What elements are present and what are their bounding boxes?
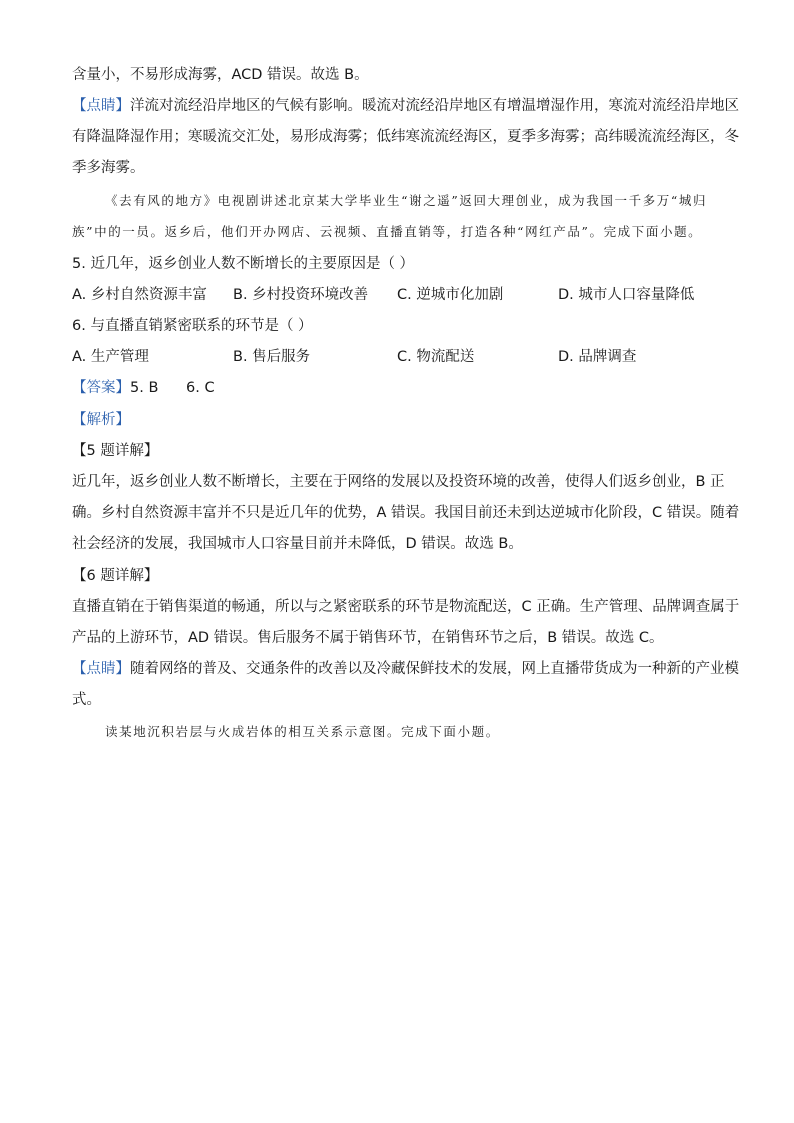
tip1-line-3: 季多海雾。 [72,160,145,176]
question-5-stem: 5. 近几年，返乡创业人数不断增长的主要原因是（ ） [72,256,415,272]
tip2-line-1 [72,659,739,679]
question-6-option-a: A. 生产管理 [72,349,149,365]
question-6-option-b: B. 售后服务 [233,349,311,365]
question-5-option-a: A. 乡村自然资源丰富 [72,287,207,303]
tip1-tag: 【点睛】 [72,98,130,114]
tip1-line-2: 有降温降湿作用；寒暖流交汇处，易形成海雾；低纬寒流流经海区，夏季多海雾；高纬暖流流经海区，冬 [72,129,739,145]
next-question-intro: 读某地沉积岩层与火成岩体的相互关系示意图。完成下面小题。 [105,724,500,739]
previous-answer-tail: 含量小，不易形成海雾，ACD 错误。故选 B。 [72,67,369,83]
answer-line [72,378,215,398]
question-6-option-c: C. 物流配送 [397,349,475,365]
tip2-text-1: 随着网络的普及、交通条件的改善以及冷藏保鲜技术的发展，网上直播带货成为一种新的产业模 [130,661,739,677]
detail-6-tag: 【6 题详解】 [72,568,159,584]
detail-6-line-2: 产品的上游环节，AD 错误。售后服务不属于销售环节，在销售环节之后，B 错误。故选 C。 [72,630,664,646]
analysis-tag: 【解析】 [72,412,130,428]
tip1-text-1: 洋流对流经沿岸地区的气候有影响。暖流对流经沿岸地区有增温增湿作用，寒流对流经沿岸地区 [130,98,739,114]
passage-line-2: 族”中的一员。返乡后，他们开办网店、云视频、直播直销等，打造各种“网红产品”。完成下面小题。 [72,224,703,239]
detail-6-line-1: 直播直销在于销售渠道的畅通，所以与之紧密联系的环节是物流配送，C 正确。生产管理、品牌调查属于 [72,599,740,615]
question-5-option-c: C. 逆城市化加剧 [397,287,504,303]
tip1-line-1 [72,96,739,116]
detail-5-line-2: 确。乡村自然资源丰富并不只是近几年的优势，A 错误。我国目前还未到达逆城市化阶段，C 错误。随着 [72,505,740,521]
question-6-option-d: D. 品牌调查 [558,349,637,365]
detail-5-line-1: 近几年，返乡创业人数不断增长，主要在于网络的发展以及投资环境的改善，使得人们返乡创业，B 正 [72,474,725,490]
question-5-option-b: B. 乡村投资环境改善 [233,287,369,303]
question-5-option-d: D. 城市人口容量降低 [558,287,695,303]
tip2-line-2: 式。 [72,692,101,708]
answer-tag: 【答案】 [72,380,130,396]
passage-line-1: 《去有风的地方》电视剧讲述北京某大学毕业生“谢之遥”返回大理创业，成为我国一千多万“城归 [105,193,708,208]
tip2-tag: 【点睛】 [72,661,130,677]
detail-5-tag: 【5 题详解】 [72,443,159,459]
answer-text: 5. B 6. C [130,380,215,396]
detail-5-line-3: 社会经济的发展，我国城市人口容量目前并未降低，D 错误。故选 B。 [72,536,523,552]
question-6-stem: 6. 与直播直销紧密联系的环节是（ ） [72,318,313,334]
